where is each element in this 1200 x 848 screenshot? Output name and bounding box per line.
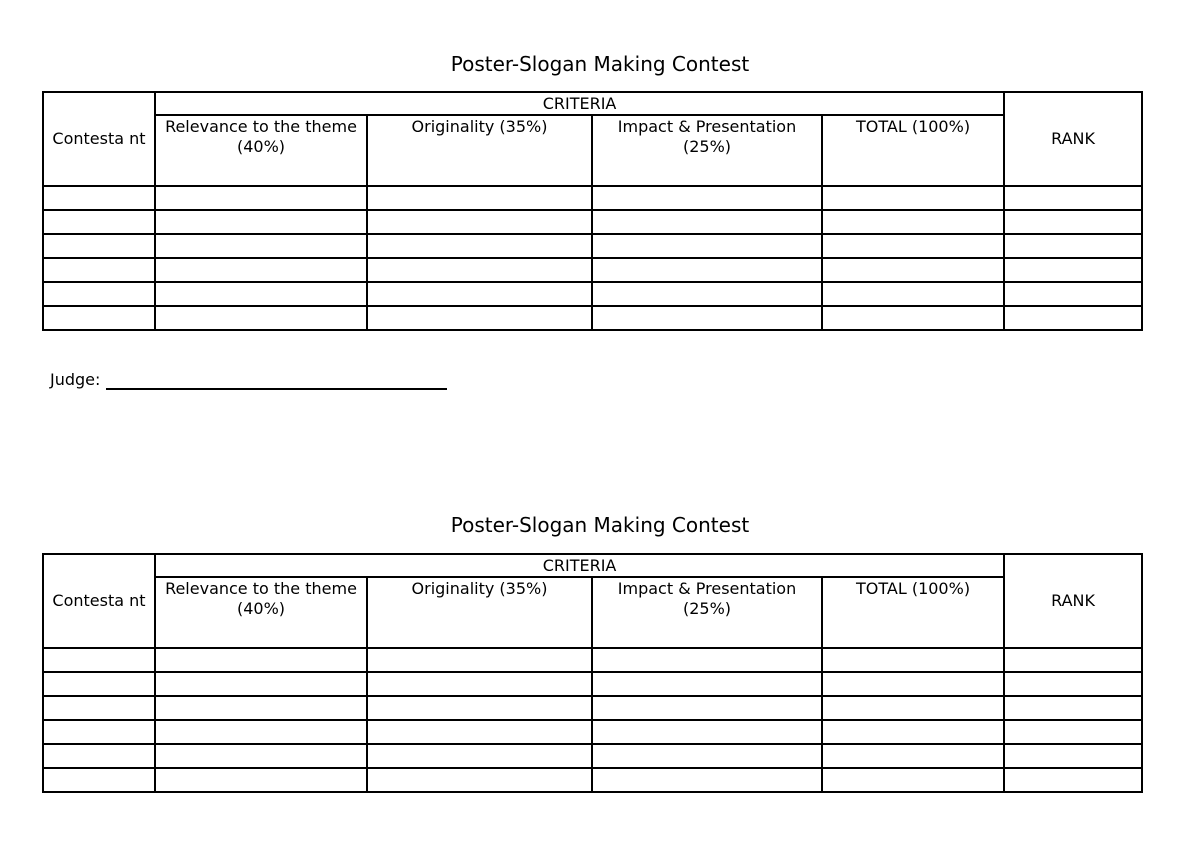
total-cell[interactable]: [822, 282, 1004, 306]
relevance-cell[interactable]: [155, 234, 367, 258]
originality-cell[interactable]: [367, 210, 592, 234]
relevance-cell[interactable]: [155, 282, 367, 306]
contestant-cell[interactable]: [43, 258, 155, 282]
score-table: [42, 553, 1143, 793]
impact-cell[interactable]: [592, 234, 822, 258]
contestant-cell[interactable]: [43, 744, 155, 768]
table-row: [43, 234, 1142, 258]
table-row: [43, 768, 1142, 792]
table-row: [43, 672, 1142, 696]
contestant-header: Contesta nt: [43, 92, 155, 186]
originality-cell[interactable]: [367, 768, 592, 792]
table-row: [43, 210, 1142, 234]
impact-cell[interactable]: [592, 258, 822, 282]
impact-cell[interactable]: [592, 672, 822, 696]
originality-cell[interactable]: [367, 744, 592, 768]
relevance-cell[interactable]: [155, 258, 367, 282]
rank-cell[interactable]: [1004, 768, 1142, 792]
total-cell[interactable]: [822, 258, 1004, 282]
total-cell[interactable]: [822, 744, 1004, 768]
rank-cell[interactable]: [1004, 306, 1142, 330]
rank-cell[interactable]: [1004, 696, 1142, 720]
total-cell[interactable]: [822, 672, 1004, 696]
form-title: Poster-Slogan Making Contest: [450, 52, 750, 76]
table-row: [43, 282, 1142, 306]
originality-header: Originality (35%): [367, 577, 592, 648]
table-row: [43, 720, 1142, 744]
score-table: [42, 91, 1143, 331]
form-title: Poster-Slogan Making Contest: [450, 513, 750, 537]
impact-cell[interactable]: [592, 306, 822, 330]
contestant-cell[interactable]: [43, 186, 155, 210]
criteria-header: CRITERIA: [155, 554, 1004, 577]
rank-cell[interactable]: [1004, 282, 1142, 306]
originality-cell[interactable]: [367, 186, 592, 210]
relevance-cell[interactable]: [155, 720, 367, 744]
total-cell[interactable]: [822, 696, 1004, 720]
table-row: [43, 696, 1142, 720]
table-row: [43, 258, 1142, 282]
contestant-cell[interactable]: [43, 672, 155, 696]
contestant-cell[interactable]: [43, 282, 155, 306]
contestant-cell[interactable]: [43, 234, 155, 258]
impact-cell[interactable]: [592, 186, 822, 210]
relevance-cell[interactable]: [155, 768, 367, 792]
table-row: [43, 744, 1142, 768]
relevance-cell[interactable]: [155, 648, 367, 672]
contestant-cell[interactable]: [43, 306, 155, 330]
table-row: [43, 186, 1142, 210]
relevance-cell[interactable]: [155, 672, 367, 696]
rank-cell[interactable]: [1004, 210, 1142, 234]
impact-header: Impact & Presentation (25%): [592, 577, 822, 648]
total-header: TOTAL (100%): [822, 115, 1004, 186]
rank-cell[interactable]: [1004, 258, 1142, 282]
originality-header: Originality (35%): [367, 115, 592, 186]
originality-cell[interactable]: [367, 234, 592, 258]
rank-cell[interactable]: [1004, 234, 1142, 258]
contestant-cell[interactable]: [43, 648, 155, 672]
relevance-cell[interactable]: [155, 744, 367, 768]
judge-label: Judge:: [50, 370, 101, 389]
rank-cell[interactable]: [1004, 720, 1142, 744]
relevance-cell[interactable]: [155, 210, 367, 234]
originality-cell[interactable]: [367, 672, 592, 696]
rank-cell[interactable]: [1004, 672, 1142, 696]
originality-cell[interactable]: [367, 258, 592, 282]
total-cell[interactable]: [822, 720, 1004, 744]
impact-cell[interactable]: [592, 744, 822, 768]
total-cell[interactable]: [822, 234, 1004, 258]
contestant-cell[interactable]: [43, 696, 155, 720]
relevance-cell[interactable]: [155, 696, 367, 720]
total-cell[interactable]: [822, 186, 1004, 210]
rank-cell[interactable]: [1004, 186, 1142, 210]
originality-cell[interactable]: [367, 648, 592, 672]
judge-signature-field[interactable]: [106, 371, 447, 390]
originality-cell[interactable]: [367, 720, 592, 744]
relevance-cell[interactable]: [155, 306, 367, 330]
total-header: TOTAL (100%): [822, 577, 1004, 648]
originality-cell[interactable]: [367, 696, 592, 720]
impact-cell[interactable]: [592, 768, 822, 792]
judge-signature: [50, 370, 447, 390]
total-cell[interactable]: [822, 648, 1004, 672]
originality-cell[interactable]: [367, 306, 592, 330]
relevance-header: Relevance to the theme (40%): [155, 115, 367, 186]
table-row: [43, 648, 1142, 672]
originality-cell[interactable]: [367, 282, 592, 306]
rank-cell[interactable]: [1004, 648, 1142, 672]
relevance-cell[interactable]: [155, 186, 367, 210]
contestant-cell[interactable]: [43, 720, 155, 744]
rank-header: RANK: [1004, 554, 1142, 648]
total-cell[interactable]: [822, 306, 1004, 330]
impact-cell[interactable]: [592, 696, 822, 720]
criteria-header: CRITERIA: [155, 92, 1004, 115]
contestant-cell[interactable]: [43, 210, 155, 234]
table-row: [43, 306, 1142, 330]
relevance-header: Relevance to the theme (40%): [155, 577, 367, 648]
impact-cell[interactable]: [592, 282, 822, 306]
rank-header: RANK: [1004, 92, 1142, 186]
rank-cell[interactable]: [1004, 744, 1142, 768]
contestant-header: Contesta nt: [43, 554, 155, 648]
impact-cell[interactable]: [592, 210, 822, 234]
total-cell[interactable]: [822, 768, 1004, 792]
impact-cell[interactable]: [592, 648, 822, 672]
contestant-cell[interactable]: [43, 768, 155, 792]
impact-cell[interactable]: [592, 720, 822, 744]
impact-header: Impact & Presentation (25%): [592, 115, 822, 186]
total-cell[interactable]: [822, 210, 1004, 234]
